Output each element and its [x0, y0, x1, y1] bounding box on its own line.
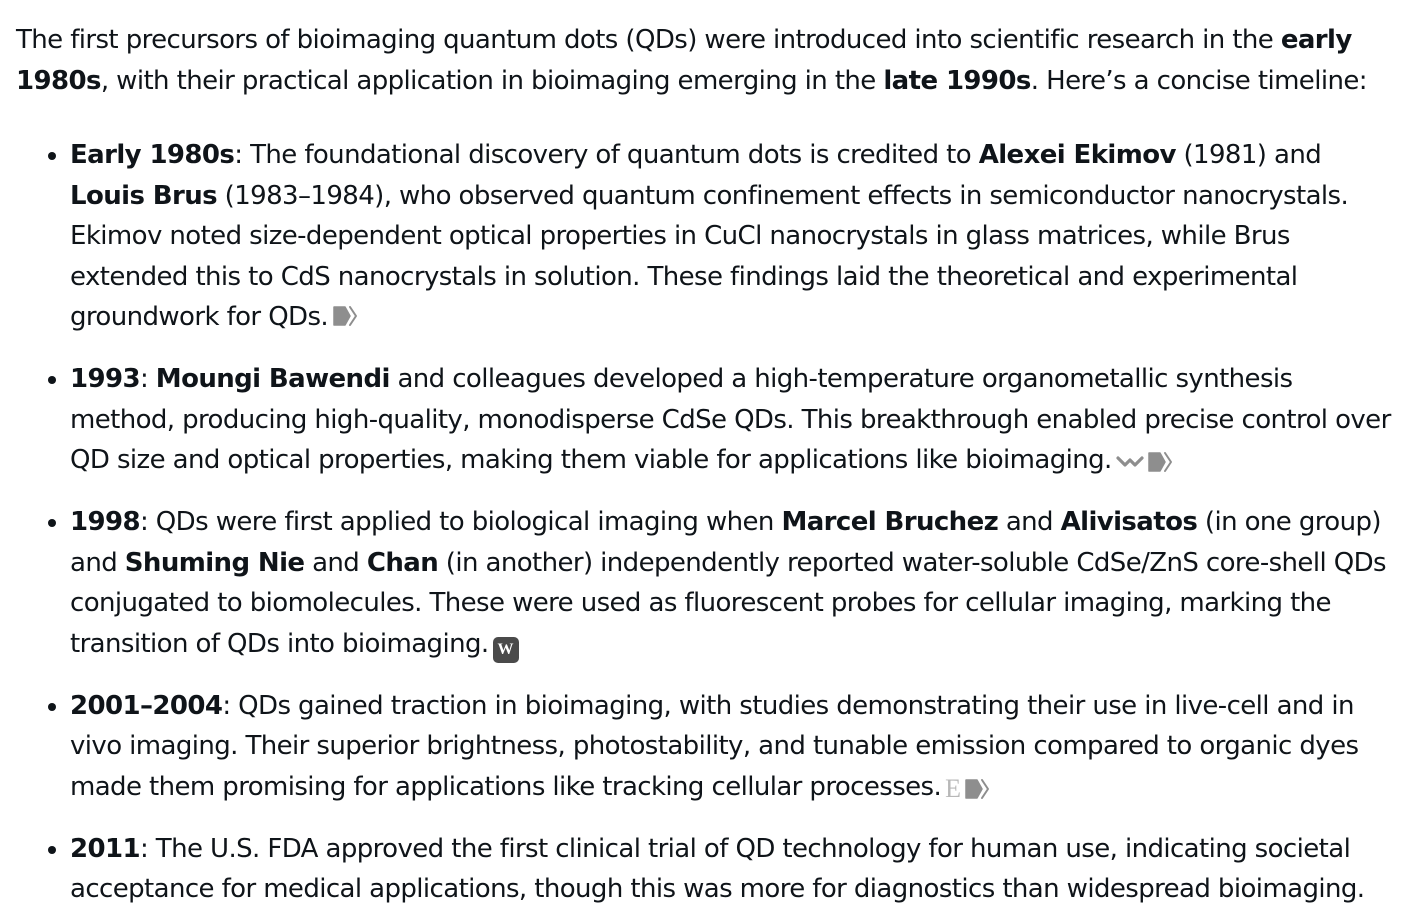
timeline-item-early-1980s	[70, 135, 1392, 338]
wave-logo-icon[interactable]	[1116, 450, 1144, 474]
intro-text: , with their practical application in bioimaging emerging in the	[100, 65, 884, 96]
timeline-item-1993	[70, 359, 1392, 481]
intro-text: The first precursors of bioimaging quantum dots (QDs) were introduced into scientific research in the	[16, 25, 1281, 55]
person-name: Louis Brus	[70, 180, 218, 211]
citation-group	[332, 304, 359, 328]
timeline-text: (1981) and	[1175, 140, 1322, 170]
timeline-text: :	[139, 364, 156, 394]
source-tag-icon[interactable]	[964, 777, 991, 801]
timeline-text: (in another) independently reported water-soluble CdSe/ZnS core-shell QDs conjugated to biomolecules. These were used as fluorescent probes for cellular imaging, marking the transition of QDs into bioimaging.	[70, 547, 1386, 659]
timeline-date: 2011	[70, 833, 140, 864]
source-tag-icon[interactable]	[332, 304, 359, 328]
person-name: Alexei Ekimov	[978, 140, 1176, 170]
timeline-text: and	[304, 547, 367, 578]
source-tag-icon[interactable]	[1147, 450, 1174, 474]
intro-bold-late-1990s: late 1990s	[883, 65, 1031, 96]
timeline-text: : QDs gained traction in bioimaging, with studies demonstrating their use in live-cell and in vivo imaging. Their superior brightness, photostability, and tunable emission compared to organic dyes made them promising for applications like tracking cellular processes.	[70, 690, 1359, 802]
timeline-text: : QDs were first applied to biological imaging when	[139, 507, 782, 537]
person-name: Moungi Bawendi	[155, 364, 390, 394]
timeline-text: and	[998, 507, 1061, 537]
intro-paragraph	[16, 20, 1392, 101]
timeline-date: 1998	[70, 507, 140, 537]
timeline-date: 1993	[70, 364, 140, 394]
citation-group	[945, 773, 991, 803]
timeline-item-2011	[70, 829, 1392, 910]
person-name: Marcel Bruchez	[781, 507, 999, 537]
wikipedia-w-icon[interactable]: W	[493, 637, 519, 663]
intro-text: . Here’s a concise timeline:	[1030, 65, 1367, 96]
timeline-item-2001-2004	[70, 686, 1392, 808]
timeline-text: : The foundational discovery of quantum dots is credited to	[234, 140, 979, 170]
timeline-list	[16, 135, 1392, 910]
timeline-item-1998	[70, 502, 1392, 664]
person-name: Alivisatos	[1060, 507, 1198, 537]
timeline-date: Early 1980s	[70, 140, 235, 170]
citation-group	[1116, 450, 1174, 474]
timeline-date: 2001–2004	[70, 690, 223, 721]
citation-group	[493, 637, 519, 663]
person-name: Shuming Nie	[124, 547, 305, 578]
timeline-text: and colleagues developed a high-temperature organometallic synthesis method, producing high-quality, monodisperse CdSe QDs. This breakthrough enabled precise control over QD size and optical properties, making them viable for applications like bioimaging.	[70, 364, 1391, 475]
timeline-text: (1983–1984), who observed quantum confinement effects in semiconductor nanocrystals. Ekimov noted size-dependent optical properties in CuCl nanocrystals in glass matrices, while Brus extended this to CdS nanocrystals in solution. These findings laid the theoretical and experimental groundwork for QDs.	[70, 180, 1349, 332]
person-name: Chan	[366, 547, 439, 578]
timeline-text: : The U.S. FDA approved the first clinical trial of QD technology for human use, indicating societal acceptance for medical applications, though this was more for diagnostics than widespread bioimaging.	[70, 833, 1365, 904]
intro-bold-early-1980s: early 1980s	[16, 25, 1352, 96]
e-letter-icon[interactable]: E	[945, 773, 962, 803]
timeline-text: (in one group) and	[70, 507, 1381, 578]
